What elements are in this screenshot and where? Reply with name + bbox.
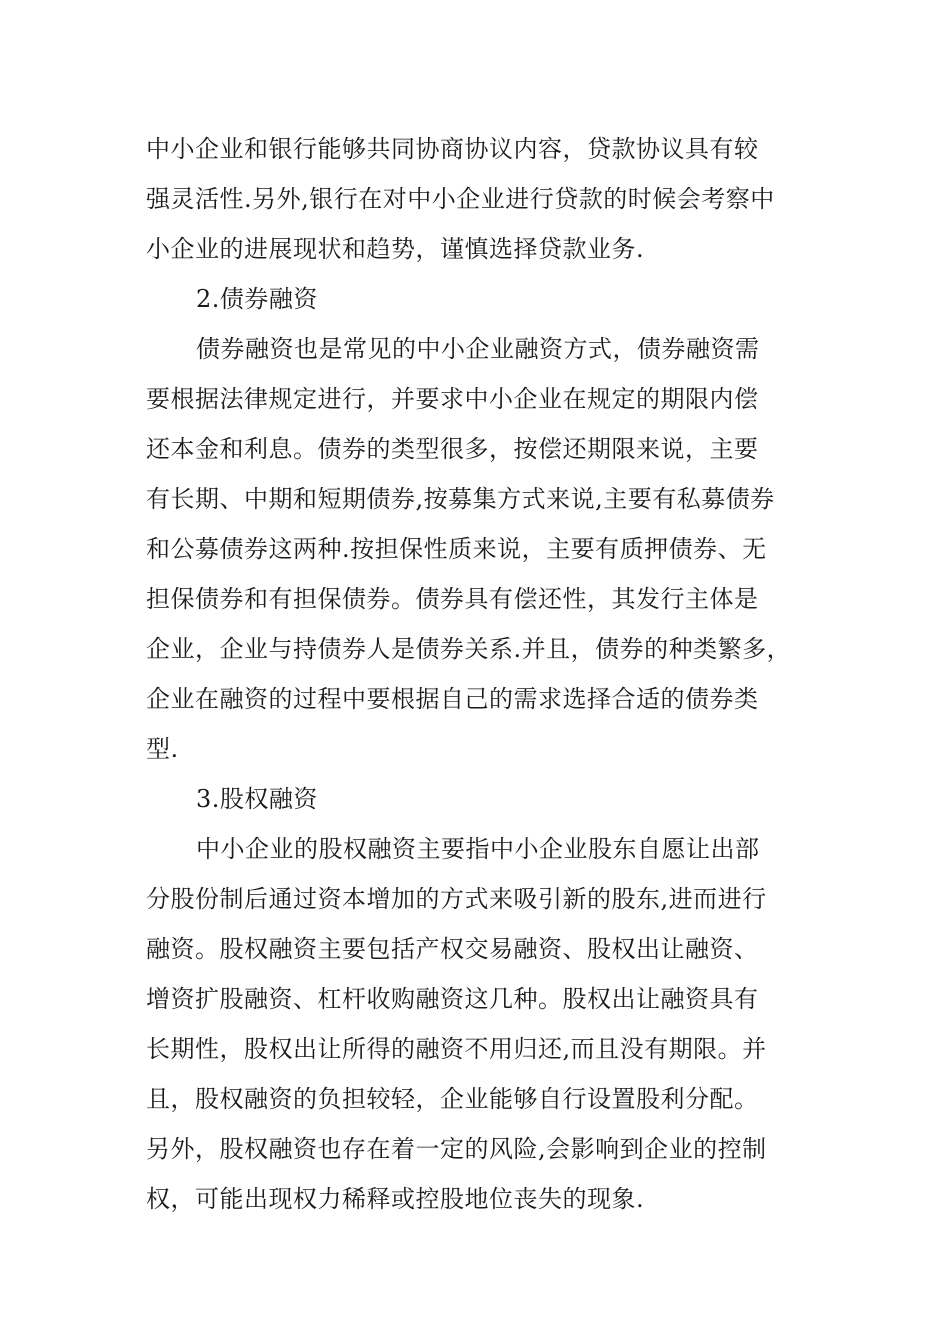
text-line: 企业，企业与持债券人是债券关系.并且，债券的种类繁多，	[146, 635, 792, 663]
text-line: 小企业的进展现状和趋势，谨慎选择贷款业务.	[146, 235, 645, 263]
text-line: 且，股权融资的负担较轻，企业能够自行设置股利分配。	[146, 1085, 759, 1113]
body-text	[146, 124, 808, 1224]
text-line: 企业在融资的过程中要根据自己的需求选择合适的债券类	[146, 685, 759, 713]
text-line: 担保债券和有担保债券。债券具有偿还性，其发行主体是	[146, 585, 759, 613]
text-line: 中小企业和银行能够共同协商协议内容，贷款协议具有较	[146, 135, 759, 163]
paragraph-first-line: 债券融资也是常见的中小企业融资方式，债券融资需	[196, 335, 760, 363]
text-line: 融资。股权融资主要包括产权交易融资、股权出让融资、	[146, 935, 759, 963]
text-line: 和公募债券这两种.按担保性质来说，主要有质押债券、无	[146, 535, 767, 563]
text-line: 分股份制后通过资本增加的方式来吸引新的股东,进而进行	[146, 885, 767, 913]
paragraph-first-line: 中小企业的股权融资主要指中小企业股东自愿让出部	[196, 835, 760, 863]
section-heading-equity-financing: 3.股权融资	[196, 785, 318, 813]
text-line: 型.	[146, 735, 179, 763]
text-line: 要根据法律规定进行，并要求中小企业在规定的期限内偿	[146, 385, 759, 413]
text-line: 长期性，股权出让所得的融资不用归还,而且没有期限。并	[146, 1035, 767, 1063]
text-line: 还本金和利息。债券的类型很多，按偿还期限来说，主要	[146, 435, 759, 463]
text-line: 强灵活性.另外,银行在对中小企业进行贷款的时候会考察中	[146, 185, 775, 213]
section-heading-bond-financing: 2.债券融资	[196, 285, 318, 313]
text-line: 有长期、中期和短期债券,按募集方式来说,主要有私募债券	[146, 485, 775, 513]
text-line: 增资扩股融资、杠杆收购融资这几种。股权出让融资具有	[146, 985, 759, 1013]
text-line: 另外，股权融资也存在着一定的风险,会影响到企业的控制	[146, 1135, 767, 1163]
text-line: 权，可能出现权力稀释或控股地位丧失的现象.	[146, 1185, 645, 1213]
